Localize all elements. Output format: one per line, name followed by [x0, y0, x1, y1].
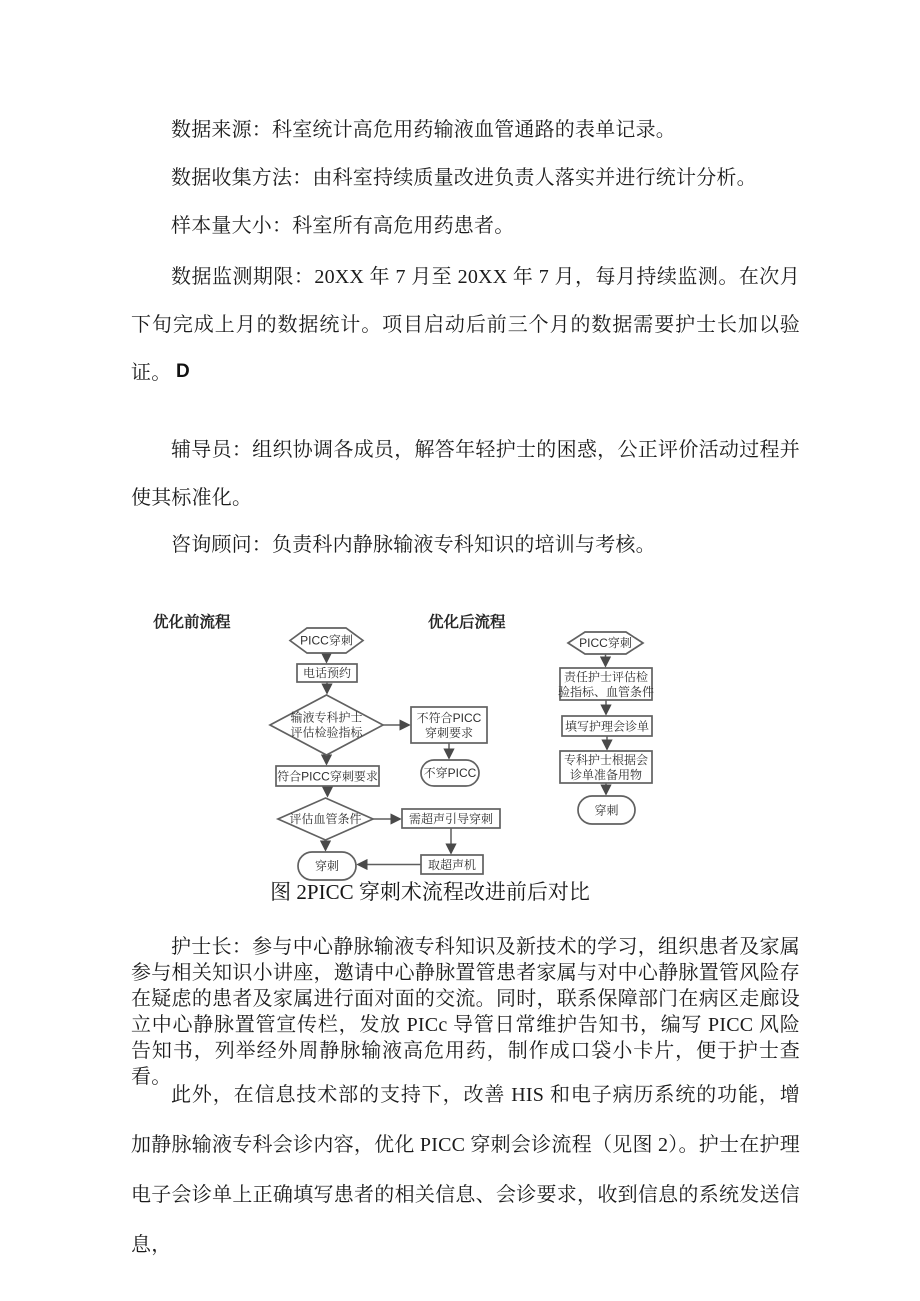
flow-node-start-before-label: PICC穿刺 [300, 633, 353, 648]
flow-node-need-ultrasound-label: 需超声引导穿刺 [408, 812, 494, 826]
label-before-flow: 优化前流程 [153, 614, 231, 631]
picc-flowchart-svg [0, 600, 920, 910]
section-heading-d: D [176, 361, 190, 382]
flow-node-assess-nurse-label1: 输液专科护士 [290, 710, 363, 725]
flow-node-assess-nurse-label2: 评估检验指标 [290, 725, 363, 740]
label-after-flow: 优化后流程 [428, 614, 506, 631]
flow-node-no-puncture-label: 不穿PICC [423, 766, 477, 780]
flow-node-step3-label1: 专科护士根据会 [563, 753, 649, 767]
flow-node-get-ultrasound-label: 取超声机 [427, 858, 477, 872]
paragraph-counselor: 辅导员：组织协调各成员，解答年轻护士的困惑，公正评价活动过程并使其标准化。 [131, 439, 800, 509]
flow-node-step1-label1: 责任护士评估检 [563, 670, 649, 684]
flow-node-phone-label: 电话预约 [302, 666, 352, 680]
flow-node-not-meet-label2: 穿刺要求 [424, 726, 474, 740]
flow-node-step1-label2: 验指标、血管条件 [557, 685, 655, 699]
flow-node-not-meet-label1: 不符合PICC [416, 711, 482, 725]
flow-node-assess-vessel-label: 评估血管条件 [289, 812, 362, 826]
flow-node-puncture-before-label: 穿刺 [314, 859, 340, 873]
paragraph-head-nurse: 护士长：参与中心静脉输液专科知识及新技术的学习，组织患者及家属参与相关知识小讲座，邀请中心静脉置管患者家属与对中心静脉置管风险存在疑虑的患者及家属进行面对面的交流。同时，联系保障部门在病区走廊设立中心静脉置管宣传栏，发放 PICc 导管日常维护告知书，编写 PICC 风险告知书，列举经外周静脉输液高危用药，制作成口袋小卡片，便于护士查看。 [131, 936, 800, 1088]
flow-node-meet-label: 符合PICC穿刺要求 [277, 769, 378, 784]
flow-node-puncture-after-label: 穿刺 [594, 803, 619, 818]
paragraph-his-system: 此外，在信息技术部的支持下，改善 HIS 和电子病历系统的功能，增加静脉输液专科会诊内容，优化 PICC 穿刺会诊流程（见图 2）。护士在护理电子会诊单上正确填写患者的相关信息、会诊要求，收到信息的系统发送信息， [131, 1084, 800, 1256]
paragraph-consultant: 咨询顾问：负责科内静脉输液专科知识的培训与考核。 [171, 534, 656, 556]
flow-node-step2-label: 填写护理会诊单 [564, 719, 650, 734]
paragraph-monitoring-period: 数据监测期限：20XX 年 7 月至 20XX 年 7 月，每月持续监测。在次月下旬完成上月的数据统计。项目启动后前三个月的数据需要护士长加以验证。 [131, 266, 800, 384]
flow-node-step3-label2: 诊单准备用物 [569, 768, 643, 782]
figure-caption: 图 2PICC 穿刺术流程改进前后对比 [270, 880, 590, 904]
paragraph-sample-size: 样本量大小：科室所有高危用药患者。 [171, 215, 515, 237]
paragraph-data-collection: 数据收集方法：由科室持续质量改进负责人落实并进行统计分析。 [171, 167, 757, 189]
flow-node-start-after-label: PICC穿刺 [579, 636, 632, 650]
paragraph-data-source: 数据来源：科室统计高危用药输液血管通路的表单记录。 [171, 119, 676, 141]
